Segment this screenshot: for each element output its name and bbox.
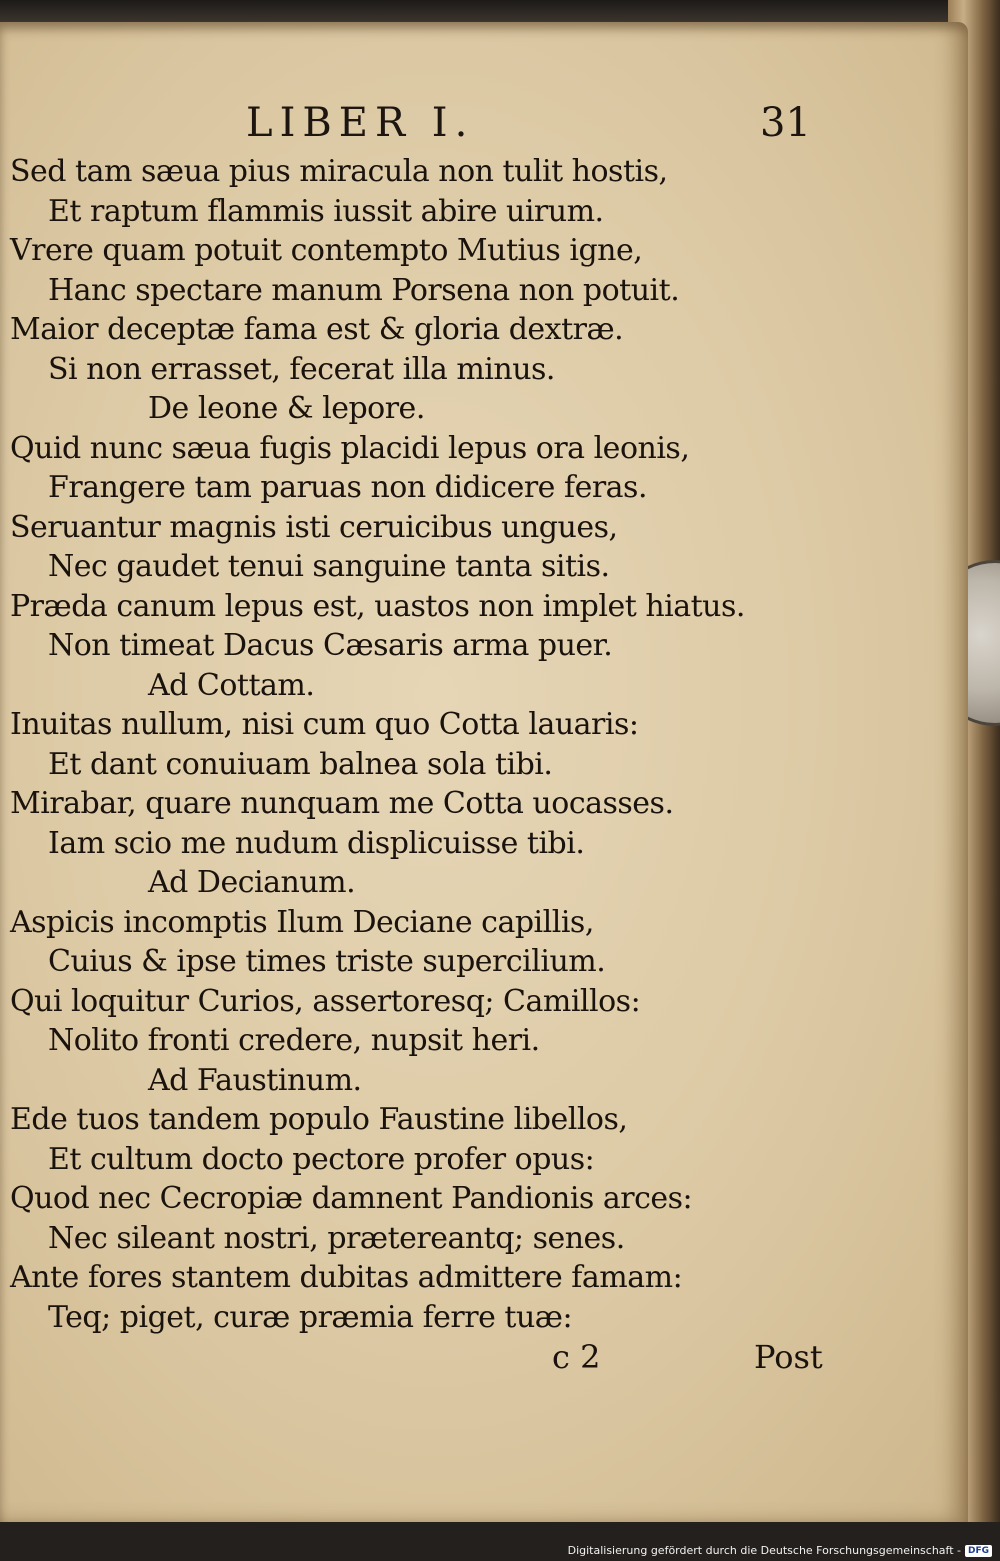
verse-line: Si non errasset, fecerat illa minus.: [48, 351, 555, 387]
digitization-credit: [568, 1544, 992, 1557]
poem-title: Ad Faustinum.: [148, 1062, 362, 1098]
credit-text: Digitalisierung gefördert durch die Deutsche Forschungsgemeinschaft -: [567, 1544, 961, 1557]
verse-line: Qui loquitur Curios, assertoresq; Camillos:: [10, 983, 641, 1019]
verse-line: Et cultum docto pectore profer opus:: [48, 1141, 595, 1177]
catchword: Post: [754, 1338, 823, 1376]
verse-line: Quod nec Cecropiæ damnent Pandionis arces:: [10, 1181, 693, 1216]
verse-line: Maior deceptæ fama est & gloria dextræ.: [10, 312, 624, 347]
verse-line: Aspicis incomptis Ilum Deciane capillis,: [10, 904, 594, 940]
verse-line: Nec gaudet tenui sanguine tanta sitis.: [48, 549, 610, 584]
bottom-bar: [0, 1522, 1000, 1561]
verse-line: Quid nunc sæua fugis placidi lepus ora leonis,: [10, 430, 690, 466]
page-number: 31: [760, 100, 811, 146]
verse-line: Ede tuos tandem populo Faustine libellos,: [10, 1102, 628, 1137]
verse-line: Frangere tam paruas non didicere feras.: [48, 470, 647, 505]
verse-line: Et raptum flammis iussit abire uirum.: [48, 193, 604, 229]
verse-line: Et dant conuiuam balnea sola tibi.: [48, 746, 553, 782]
running-head: LIBER I.: [246, 100, 475, 146]
verse-line: Ante fores stantem dubitas admittere famam:: [10, 1260, 683, 1295]
verse-line: Nolito fronti credere, nupsit heri.: [48, 1023, 540, 1058]
poem-title: Ad Cottam.: [148, 667, 315, 703]
book-page: [0, 22, 968, 1522]
poem-title: De leone & lepore.: [148, 391, 425, 426]
verse-line: Non timeat Dacus Cæsaris arma puer.: [48, 628, 613, 663]
verse-line: Teq; piget, curæ præmia ferre tuæ:: [48, 1299, 573, 1335]
verse-line: Nec sileant nostri, prætereantq; senes.: [48, 1220, 625, 1256]
poem-title: Ad Decianum.: [148, 865, 356, 900]
verse-line: Vrere quam potuit contempto Mutius igne,: [10, 233, 643, 268]
dfg-logo-icon: DFG: [965, 1545, 992, 1557]
verse-line: Mirabar, quare nunquam me Cotta uocasses.: [10, 786, 674, 821]
signature-mark: c 2: [552, 1338, 601, 1376]
verse-line: Cuius & ipse times triste supercilium.: [48, 944, 606, 979]
verse-line: Præda canum lepus est, uastos non implet hiatus.: [10, 588, 745, 624]
verse-line: Hanc spectare manum Porsena non potuit.: [48, 272, 680, 308]
verse-line: Sed tam sæua pius miracula non tulit hostis,: [10, 154, 668, 189]
verse-line: Seruantur magnis isti ceruicibus ungues,: [10, 509, 618, 545]
verse-line: Inuitas nullum, nisi cum quo Cotta lauaris:: [10, 707, 639, 742]
verse-line: Iam scio me nudum displicuisse tibi.: [48, 825, 585, 861]
